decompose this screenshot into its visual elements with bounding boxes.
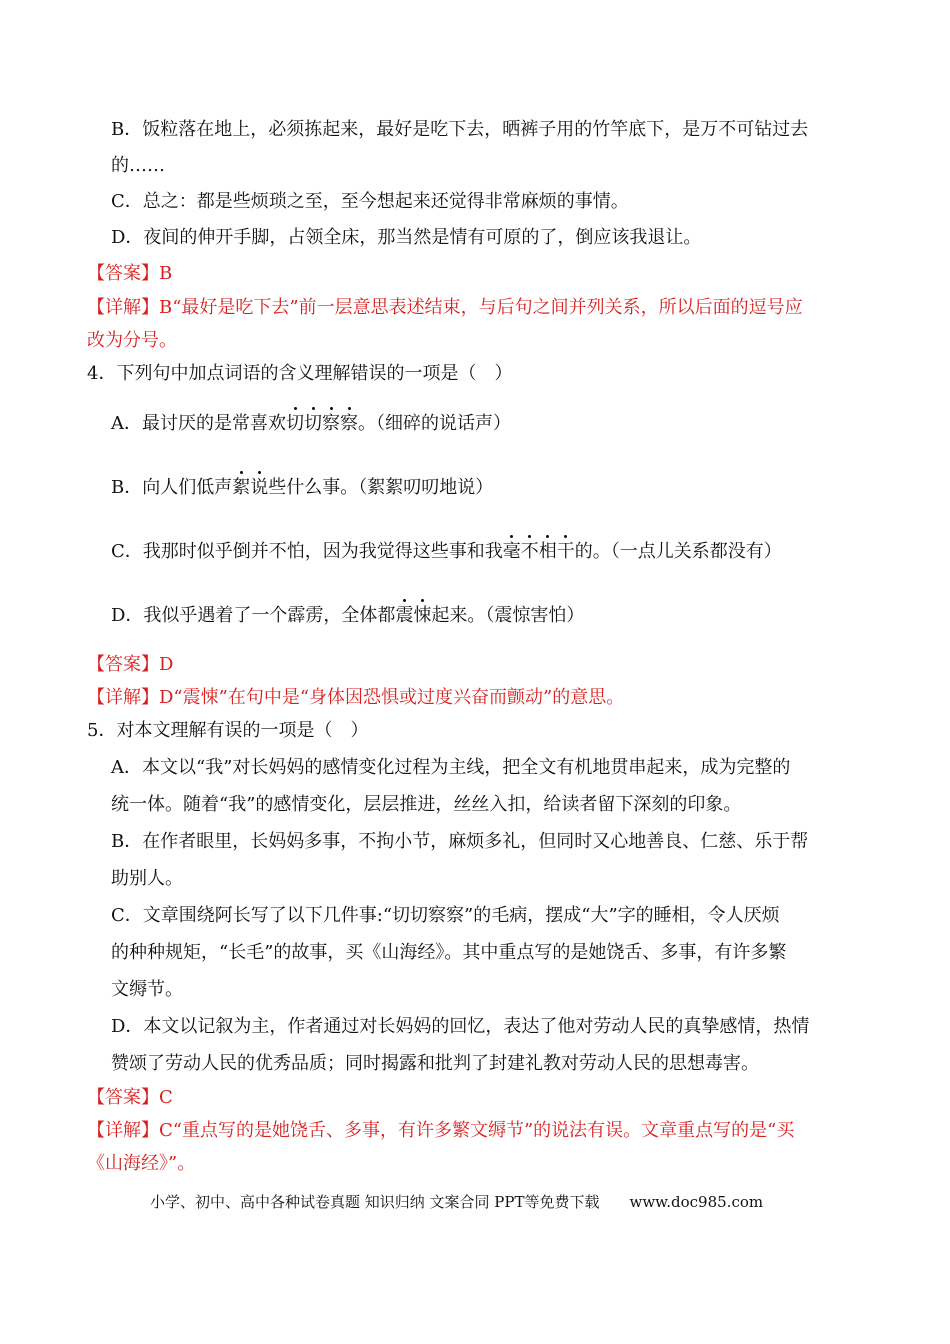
dotted-char: 震 [395, 605, 414, 626]
dotted-char: 絮 [232, 477, 251, 498]
q4-option-b-post: 些什么事。（絮絮叨叨地说） [268, 477, 494, 498]
footer-text: 小学、初中、高中各种试卷真题 知识归纳 文案合同 PPT等免费下载 [150, 1193, 600, 1211]
dotted-char: 不 [520, 541, 539, 562]
q4-option-a [111, 412, 511, 436]
footer-url[interactable]: www.doc985.com [629, 1193, 764, 1211]
q4-option-a-pre: A．最讨厌的是常喜欢 [111, 413, 286, 434]
q4-option-b-pre: B．向人们低声 [111, 477, 233, 498]
dotted-char: 相 [538, 541, 557, 562]
q5-option-a-line2: 统一体。随着“我”的感情变化，层层推进，丝丝入扣，给读者留下深刻的印象。 [111, 794, 742, 815]
q4-answer: 【答案】D [87, 654, 174, 675]
dotted-char: 悚 [413, 605, 432, 626]
q4-detail: 【详解】D“震悚”在句中是“身体因恐惧或过度兴奋而颤动”的意思。 [87, 687, 625, 708]
dotted-char: 察 [322, 413, 340, 434]
dotted-char: 切 [304, 413, 322, 434]
q3-option-c: C．总之：都是些烦琐之至，至今想起来还觉得非常麻烦的事情。 [111, 191, 629, 212]
q4-option-d [111, 604, 584, 628]
dotted-char: 察 [340, 413, 358, 434]
dotted-char: 切 [286, 413, 304, 434]
q5-stem: 5．对本文理解有误的一项是（ ） [87, 720, 369, 741]
q5-option-a-line1: A．本文以“我”对长妈妈的感情变化过程为主线，把全文有机地贯串起来，成为完整的 [111, 757, 791, 778]
q5-answer: 【答案】C [87, 1087, 173, 1108]
q4-option-d-pre: D．我似乎遇着了一个霹雳，全体都 [111, 605, 396, 626]
q3-option-b-line2: 的…… [111, 155, 165, 176]
q4-option-b [111, 476, 493, 500]
q5-option-c-line2: 的种种规矩，“长毛”的故事，买《山海经》。其中重点写的是她饶舌、多事，有许多繁 [111, 942, 787, 963]
q3-option-d: D．夜间的伸开手脚，占领全床，那当然是情有可原的了，倒应该我退让。 [111, 227, 702, 248]
dotted-char: 毫 [502, 541, 521, 562]
q5-option-c-line1: C．文章围绕阿长写了以下几件事:“切切察察”的毛病，摆成“大”字的睡相，令人厌烦 [111, 905, 780, 926]
q5-option-b-line2: 助别人。 [111, 868, 183, 889]
dotted-char: 说 [250, 477, 269, 498]
q3-option-b-line1: B．饭粒落在地上，必须拣起来，最好是吃下去，晒裤子用的竹竿底下，是万不可钻过去 [111, 119, 809, 140]
q5-option-d-line1: D．本文以记叙为主，作者通过对长妈妈的回忆，表达了他对劳动人民的真挚感情，热情 [111, 1016, 810, 1037]
q5-option-c-line3: 文缛节。 [111, 979, 183, 1000]
page-footer [150, 1192, 763, 1212]
q5-option-d-line2: 赞颂了劳动人民的优秀品质；同时揭露和批判了封建礼教对劳动人民的思想毒害。 [111, 1053, 759, 1074]
q5-detail-line1: 【详解】C“重点写的是她饶舌、多事，有许多繁文缛节”的说法有误。文章重点写的是“买 [87, 1120, 795, 1141]
q4-option-a-post: 。（细碎的说话声） [358, 413, 511, 434]
q4-option-c-post: 的。（一点儿关系都没有） [574, 541, 782, 562]
q5-option-b-line1: B．在作者眼里，长妈妈多事，不拘小节，麻烦多礼，但同时又心地善良、仁慈、乐于帮 [111, 831, 809, 852]
q4-option-c [111, 540, 782, 564]
q3-detail-line1: 【详解】B“最好是吃下去”前一层意思表述结束，与后句之间并列关系，所以后面的逗号应 [87, 297, 803, 318]
q4-stem: 4．下列句中加点词语的含义理解错误的一项是（ ） [87, 363, 513, 384]
q3-answer: 【答案】B [87, 263, 173, 284]
dotted-char: 干 [556, 541, 575, 562]
q4-option-c-pre: C．我那时似乎倒并不怕，因为我觉得这些事和我 [111, 541, 503, 562]
q4-option-d-post: 起来。（震惊害怕） [431, 605, 585, 626]
q5-detail-line2: 《山海经》”。 [87, 1153, 196, 1174]
q3-detail-line2: 改为分号。 [87, 330, 177, 351]
